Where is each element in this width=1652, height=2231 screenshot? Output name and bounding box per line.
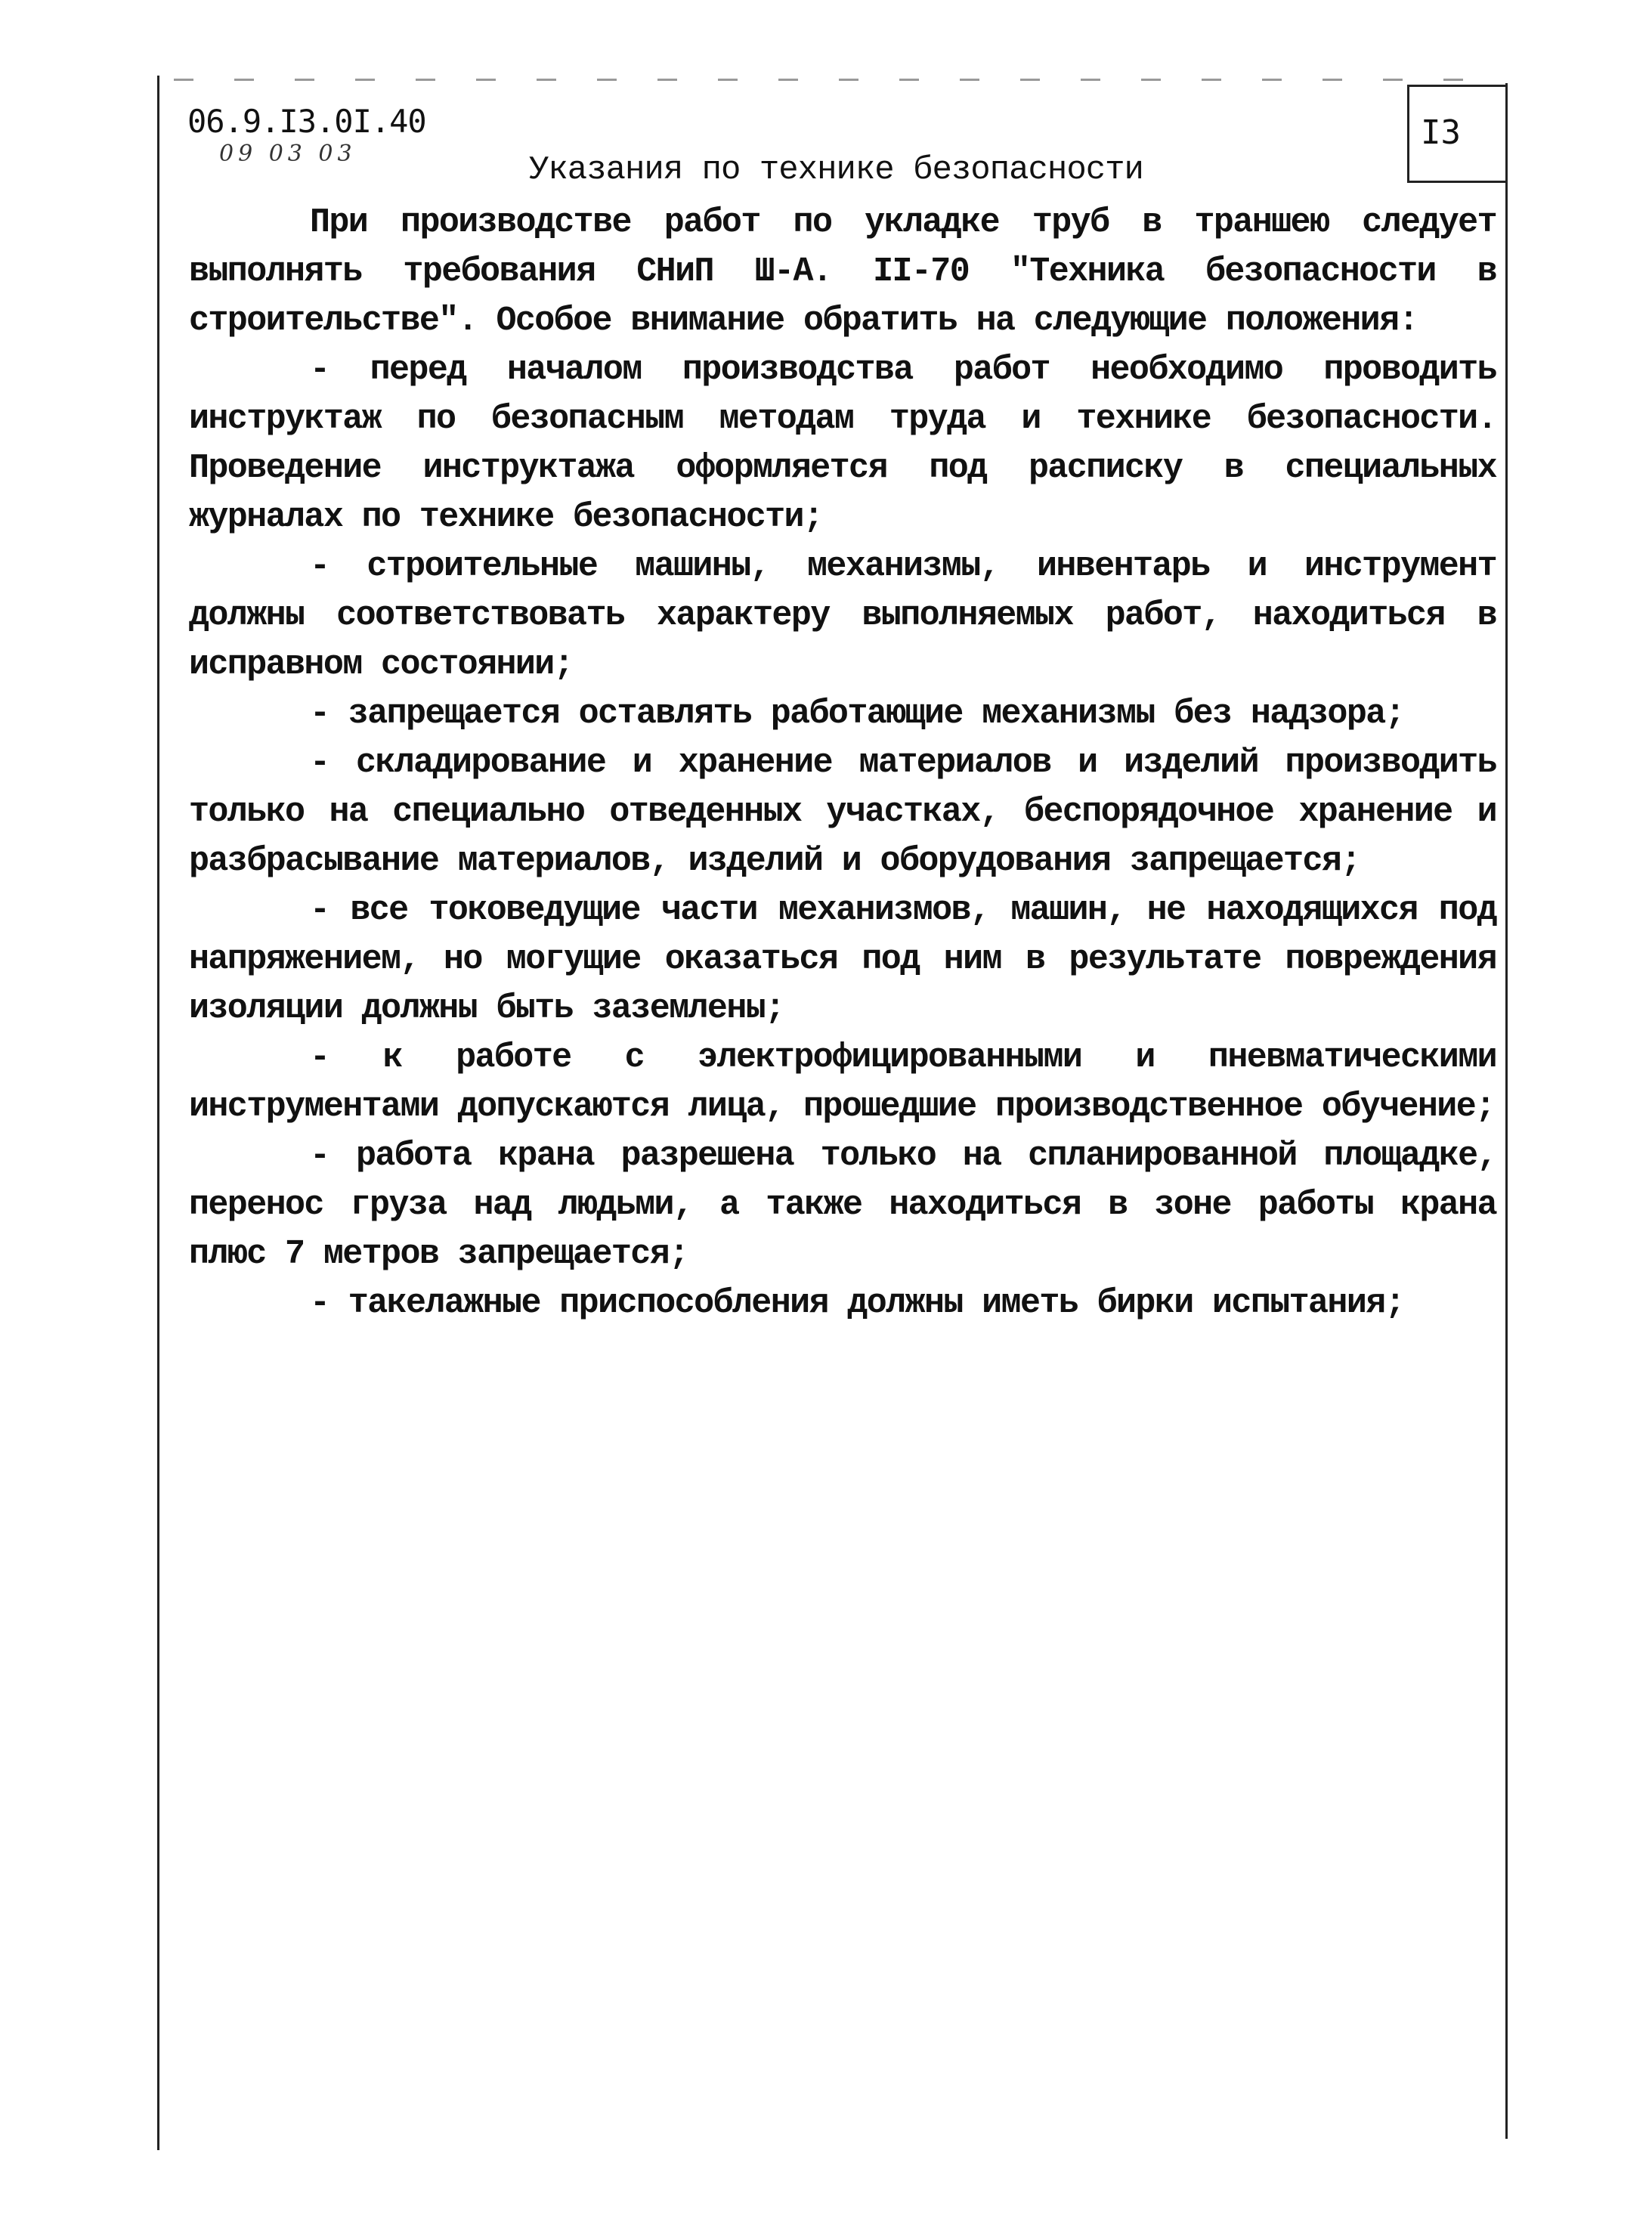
paragraph-grounding: - все токоведущие части механизмов, машин, не находящихся под напряжением, но могущие оказаться под ним в результате повреждения изоляции должны быть заземлены; [189, 891, 1496, 1028]
paragraph-supervision: - запрещается оставлять работающие механизмы без надзора; [310, 695, 1405, 733]
top-edge-marks [174, 79, 1504, 81]
left-frame-line [157, 76, 159, 2150]
right-frame-line [1505, 83, 1508, 2139]
paragraph-crane: - работа крана разрешена только на спланированной площадке, перенос груза над людьми, а также находиться в зоне работы крана плюс 7 метров запрещается; [189, 1137, 1496, 1273]
paragraph-intro: При производстве работ по укладке труб в траншею следует выполнять требования СНиП Ш-А. II-70 "Техника безопасности в строительстве". Особое внимание обратить на следующие положения: [189, 203, 1496, 340]
paragraph-storage: - складирование и хранение материалов и изделий производить только на специально отведенных участках, беспорядочное хранение и разбрасывание материалов, изделий и оборудования запрещается; [189, 744, 1496, 880]
document-body [189, 198, 1496, 1328]
paragraph-tools: - к работе с электрофицированными и пневматическими инструментами допускаются лица, прошедшие производственное обучение; [189, 1038, 1496, 1126]
paragraph-machines: - строительные машины, механизмы, инвентарь и инструмент должны соответствовать характеру выполняемых работ, находиться в исправном состоянии; [189, 547, 1496, 684]
handwritten-date: 09 03 03 [219, 141, 357, 167]
section-title: Указания по технике безопасности [529, 151, 1143, 189]
page-number: I3 [1421, 113, 1461, 152]
document-code: 06.9.I3.0I.40 [187, 103, 426, 140]
paragraph-instruction: - перед началом производства работ необходимо проводить инструктаж по безопасным методам труда и технике безопасности. Проведение инструктажа оформляется под расписку в специальных журналах по технике безопасности; [189, 351, 1496, 537]
paragraph-rigging: - такелажные приспособления должны иметь бирки испытания; [310, 1284, 1405, 1323]
